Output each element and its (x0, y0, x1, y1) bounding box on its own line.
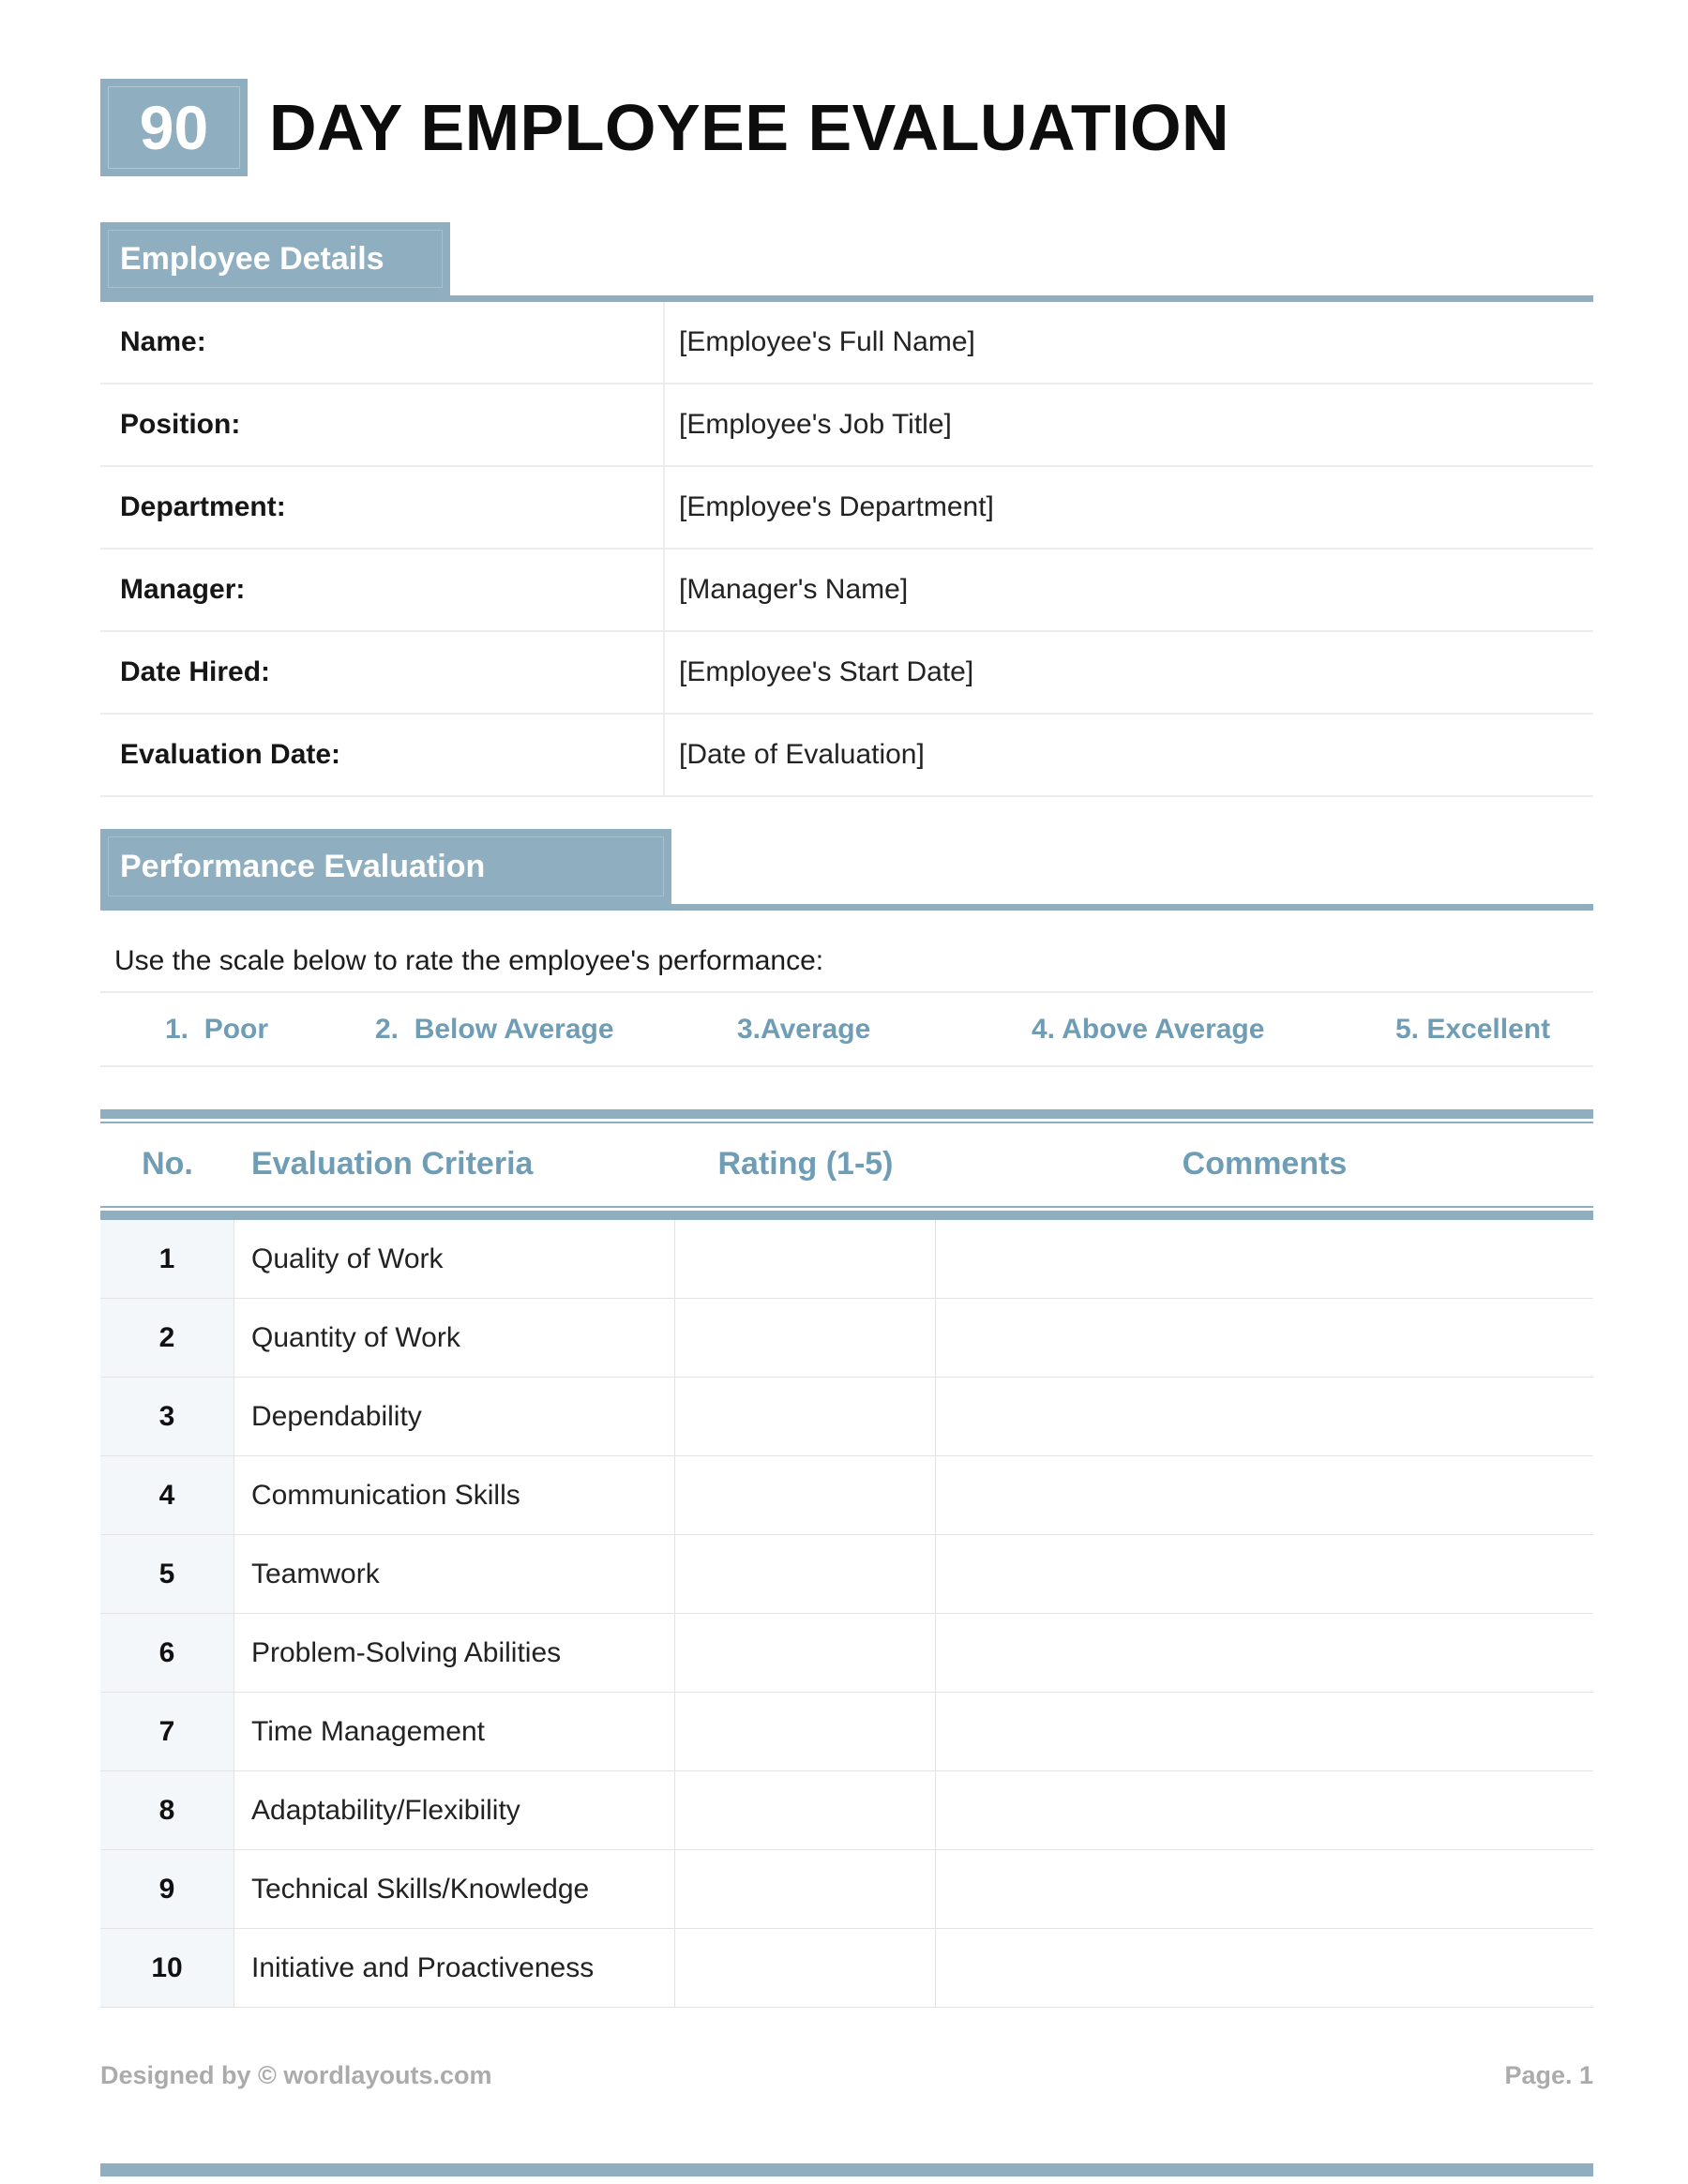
comments-cell[interactable] (936, 1771, 1593, 1849)
employee-details-header (100, 222, 450, 295)
rating-cell[interactable] (675, 1771, 936, 1849)
rating-cell[interactable] (675, 1929, 936, 2007)
row-number: 3 (100, 1378, 234, 1455)
title-row (100, 79, 1229, 176)
page-title: DAY EMPLOYEE EVALUATION (269, 91, 1230, 164)
table-top-double-rule (100, 1109, 1593, 1123)
row-criteria: Quantity of Work (234, 1299, 675, 1377)
table-row (100, 1771, 1593, 1850)
rating-cell[interactable] (675, 1850, 936, 1928)
row-number: 5 (100, 1535, 234, 1613)
detail-label: Name: (100, 302, 665, 383)
row-criteria: Adaptability/Flexibility (234, 1771, 675, 1849)
header-criteria: Evaluation Criteria (251, 1145, 534, 1182)
scale-item-excellent: 5. Excellent (1395, 1013, 1551, 1045)
row-number: 9 (100, 1850, 234, 1928)
rating-cell[interactable] (675, 1614, 936, 1692)
performance-evaluation-rule (100, 904, 1593, 911)
detail-value-field[interactable]: [Employee's Full Name] (679, 326, 975, 357)
footer-credit: Designed by © wordlayouts.com (100, 2061, 492, 2089)
table-row (100, 1929, 1593, 2008)
row-criteria: Time Management (234, 1693, 675, 1770)
comments-cell[interactable] (936, 1535, 1593, 1613)
table-header-double-rule (100, 1206, 1593, 1220)
table-row (100, 1535, 1593, 1614)
row-criteria: Dependability (234, 1378, 675, 1455)
row-criteria: Communication Skills (234, 1456, 675, 1534)
ninety-badge: 90 (100, 79, 248, 176)
employee-details-heading: Employee Details (120, 240, 384, 277)
rating-cell[interactable] (675, 1693, 936, 1770)
comments-cell[interactable] (936, 1693, 1593, 1770)
row-criteria: Quality of Work (234, 1220, 675, 1298)
detail-row-manager (100, 550, 1593, 632)
rating-cell[interactable] (675, 1220, 936, 1298)
row-criteria: Technical Skills/Knowledge (234, 1850, 675, 1928)
bottom-accent-bar (100, 2163, 1593, 2176)
row-number: 10 (100, 1929, 234, 2007)
comments-cell[interactable] (936, 1929, 1593, 2007)
row-number: 7 (100, 1693, 234, 1770)
employee-details-rule (100, 295, 1593, 302)
row-number: 4 (100, 1456, 234, 1534)
detail-label: Evaluation Date: (100, 715, 665, 795)
row-criteria: Teamwork (234, 1535, 675, 1613)
rating-cell[interactable] (675, 1299, 936, 1377)
table-row (100, 1299, 1593, 1378)
detail-value-field[interactable]: [Employee's Department] (679, 491, 994, 522)
comments-cell[interactable] (936, 1456, 1593, 1534)
row-criteria: Initiative and Proactiveness (234, 1929, 675, 2007)
comments-cell[interactable] (936, 1850, 1593, 1928)
detail-value-field[interactable]: [Employee's Job Title] (679, 409, 952, 440)
detail-row-evaluation-date (100, 715, 1593, 797)
row-criteria: Problem-Solving Abilities (234, 1614, 675, 1692)
detail-label: Date Hired: (100, 632, 665, 713)
performance-evaluation-heading: Performance Evaluation (120, 848, 486, 884)
rating-instruction: Use the scale below to rate the employee's performance: (114, 945, 824, 976)
table-row (100, 1850, 1593, 1929)
footer-page-number: Page. 1 (1504, 2061, 1593, 2089)
row-number: 2 (100, 1299, 234, 1377)
detail-label: Position: (100, 384, 665, 465)
scale-item-poor: 1. Poor (165, 1013, 269, 1045)
table-row (100, 1220, 1593, 1299)
detail-label: Manager: (100, 550, 665, 630)
employee-details-table (100, 302, 1593, 797)
comments-cell[interactable] (936, 1299, 1593, 1377)
detail-value-field[interactable]: [Manager's Name] (679, 574, 909, 605)
detail-row-department (100, 467, 1593, 550)
criteria-table-header (100, 1123, 1593, 1204)
detail-row-date-hired (100, 632, 1593, 715)
rating-cell[interactable] (675, 1378, 936, 1455)
table-row (100, 1693, 1593, 1771)
header-no: No. (142, 1145, 193, 1182)
rating-cell[interactable] (675, 1535, 936, 1613)
scale-item-below-average: 2. Below Average (375, 1013, 614, 1045)
row-number: 8 (100, 1771, 234, 1849)
criteria-table-body (100, 1220, 1593, 2008)
scale-item-above-average: 4. Above Average (1032, 1013, 1265, 1045)
table-row (100, 1614, 1593, 1693)
detail-row-name (100, 302, 1593, 384)
header-comments: Comments (1182, 1145, 1348, 1182)
comments-cell[interactable] (936, 1614, 1593, 1692)
performance-evaluation-header (100, 829, 671, 904)
row-number: 6 (100, 1614, 234, 1692)
scale-item-average: 3.Average (737, 1013, 871, 1045)
detail-value-field[interactable]: [Date of Evaluation] (679, 739, 925, 770)
detail-row-position (100, 384, 1593, 467)
detail-label: Department: (100, 467, 665, 548)
row-number: 1 (100, 1220, 234, 1298)
comments-cell[interactable] (936, 1378, 1593, 1455)
rating-scale-strip (100, 991, 1593, 1067)
detail-value-field[interactable]: [Employee's Start Date] (679, 656, 974, 687)
table-row (100, 1456, 1593, 1535)
header-rating: Rating (1-5) (717, 1145, 894, 1182)
table-row (100, 1378, 1593, 1456)
rating-cell[interactable] (675, 1456, 936, 1534)
comments-cell[interactable] (936, 1220, 1593, 1298)
